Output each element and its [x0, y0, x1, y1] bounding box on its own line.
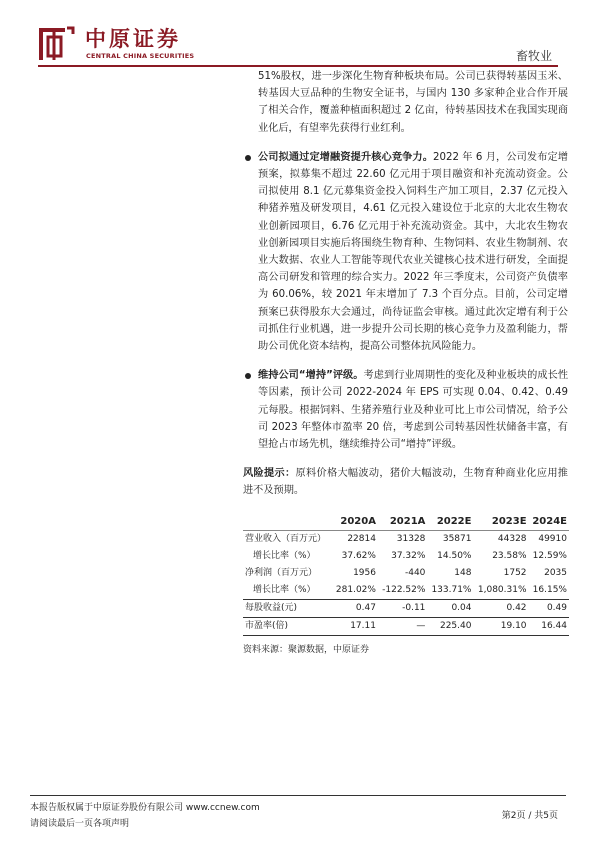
table-cell: 49910 — [538, 533, 567, 544]
bullet-icon — [245, 373, 251, 379]
table-cell: 31328 — [396, 533, 426, 544]
table-cell: 0.42 — [473, 599, 528, 617]
table-row — [243, 599, 569, 617]
table-cell: 225.40 — [427, 617, 473, 635]
table-row — [243, 617, 569, 635]
table-cell: 281.02% — [332, 582, 378, 600]
table-cell: 1,080.31% — [473, 582, 528, 600]
table-row — [243, 548, 569, 565]
table-cell: 37.62% — [341, 550, 376, 561]
row-label: 增长比率（%） — [253, 550, 316, 561]
rating-paragraph — [243, 367, 568, 453]
row-label: 每股收益(元) — [243, 599, 332, 617]
table-cell: 133.71% — [427, 582, 473, 600]
table-header-cell: 2024E — [529, 512, 569, 531]
table-cell: 17.11 — [332, 617, 378, 635]
table-source-note: 资料来源：聚源数据，中原证券 — [243, 644, 370, 655]
risk-paragraph — [243, 465, 568, 499]
table-row — [243, 565, 569, 582]
row-label: 营业收入（百万元） — [245, 533, 327, 544]
page-number: 第2页 / 共5页 — [501, 811, 558, 821]
table-header-cell: 2023E — [473, 512, 528, 531]
table-cell: 0.47 — [332, 599, 378, 617]
footer-copyright: 本报告版权属于中原证券股份有限公司 www.ccnew.com — [30, 803, 260, 813]
company-name-cn: 中原证券 — [85, 27, 181, 51]
row-label: 净利润（百万元） — [245, 567, 318, 578]
table-row — [243, 530, 569, 548]
table-header-row — [243, 512, 569, 531]
paragraph-heading: 公司拟通过定增融资提升核心竞争力。 — [258, 151, 434, 163]
table-row — [243, 582, 569, 600]
financial-forecast-table — [243, 512, 569, 636]
table-cell: 44328 — [497, 533, 527, 544]
table-cell: -122.52% — [378, 582, 427, 600]
page-header — [0, 0, 596, 70]
risk-text: 原料价格大幅波动，猪价大幅波动，生物育种商业化应用推进不及预期。 — [243, 468, 568, 497]
table-cell: -440 — [404, 567, 426, 578]
paragraph-heading: 维持公司“增持”评级。 — [258, 370, 364, 382]
table-cell: 19.10 — [473, 617, 528, 635]
table-cell: 0.49 — [529, 599, 569, 617]
table-cell: 37.32% — [391, 550, 426, 561]
paragraph-text: 2022 年 6 月，公司发布定增预案，拟募集不超过 22.60 亿元用于项目融资和补充流动资金。公司拟使用 8.1 亿元募集资金投入饲料生产加工项目，2.37 亿元投入种猪养殖及研发项目，4.61 亿元投入建设位于北京的大北农生物农业创新园项目，6.76 亿元用于补充流动资金。其中，大北农生物农业创新园项目实施后将围绕生物育种、生物饲料、农业生物制剂、农业大数据、农业人工智能等现代农业关键核心技术进行研发，全面提高公司研发和管理的综合实力。2022 年三季度末，公司资产负债率为 60.06%，较 2021 年末增加了 7.3 个百分点。目前，公司定增预案已获得股东大会通过，尚待证监会审核。通过此次定增有利于公司抓住行业机遇，进一步提升公司长期的核心竞争力及盈利能力，帮助公司优化资本结构，提高公司整体抗风险能力。 — [258, 151, 569, 353]
industry-label: 畜牧业 — [515, 49, 552, 63]
table-cell: 16.44 — [529, 617, 569, 635]
table-cell: — — [378, 617, 427, 635]
table-cell: 14.50% — [437, 550, 472, 561]
bullet-icon — [245, 155, 251, 161]
table-cell: 1752 — [503, 567, 527, 578]
table-cell: 2035 — [544, 567, 567, 578]
table-cell: 12.59% — [532, 550, 567, 561]
table-header-cell: 2022E — [427, 512, 473, 531]
paragraph-text: 考虑到行业周期性的变化及种业板块的成长性等因素，预计公司 2022-2024 年 EPS 可实现 0.04、0.42、0.49 元每股。根据饲料、生猪养殖行业及种业可比上市公司情况，给予公司 2023 年整体市盈率 20 倍，考虑到公司转基因性状储备丰富，有望抢占市场先机，继续维持公司“增持”评级。 — [258, 370, 569, 451]
risk-heading: 风险提示： — [243, 468, 296, 480]
table-cell: 35871 — [442, 533, 472, 544]
table-cell: 0.04 — [427, 599, 473, 617]
table-header-cell: 2020A — [332, 512, 378, 531]
row-label: 增长比率（%） — [243, 582, 332, 600]
row-label: 市盈率(倍) — [243, 617, 332, 635]
table-cell: 1956 — [353, 567, 376, 578]
footer-disclaimer: 请阅读最后一页各项声明 — [30, 819, 130, 829]
company-logo-icon — [39, 26, 75, 62]
table-cell: 23.58% — [492, 550, 527, 561]
table-cell: -0.11 — [378, 599, 427, 617]
table-header-cell — [243, 512, 332, 531]
header-divider — [38, 65, 558, 67]
private-placement-paragraph — [243, 149, 568, 355]
table-cell: 16.15% — [529, 582, 569, 600]
table-cell: 148 — [454, 567, 472, 578]
table-header-cell: 2021A — [378, 512, 427, 531]
report-body — [243, 68, 568, 655]
intro-paragraph: 51%股权，进一步深化生物育种板块布局。公司已获得转基因玉米、转基因大豆品种的生物安全证书，与国内 130 多家种企业合作开展了相关合作，覆盖种植面积超过 2 亿亩，待转基因技术在我国实现商业化后，有望率先获得行业红利。 — [258, 71, 568, 134]
footer-divider — [30, 795, 566, 796]
company-name-en: CENTRAL CHINA SECURITIES — [86, 52, 195, 60]
table-cell: 22814 — [347, 533, 376, 544]
